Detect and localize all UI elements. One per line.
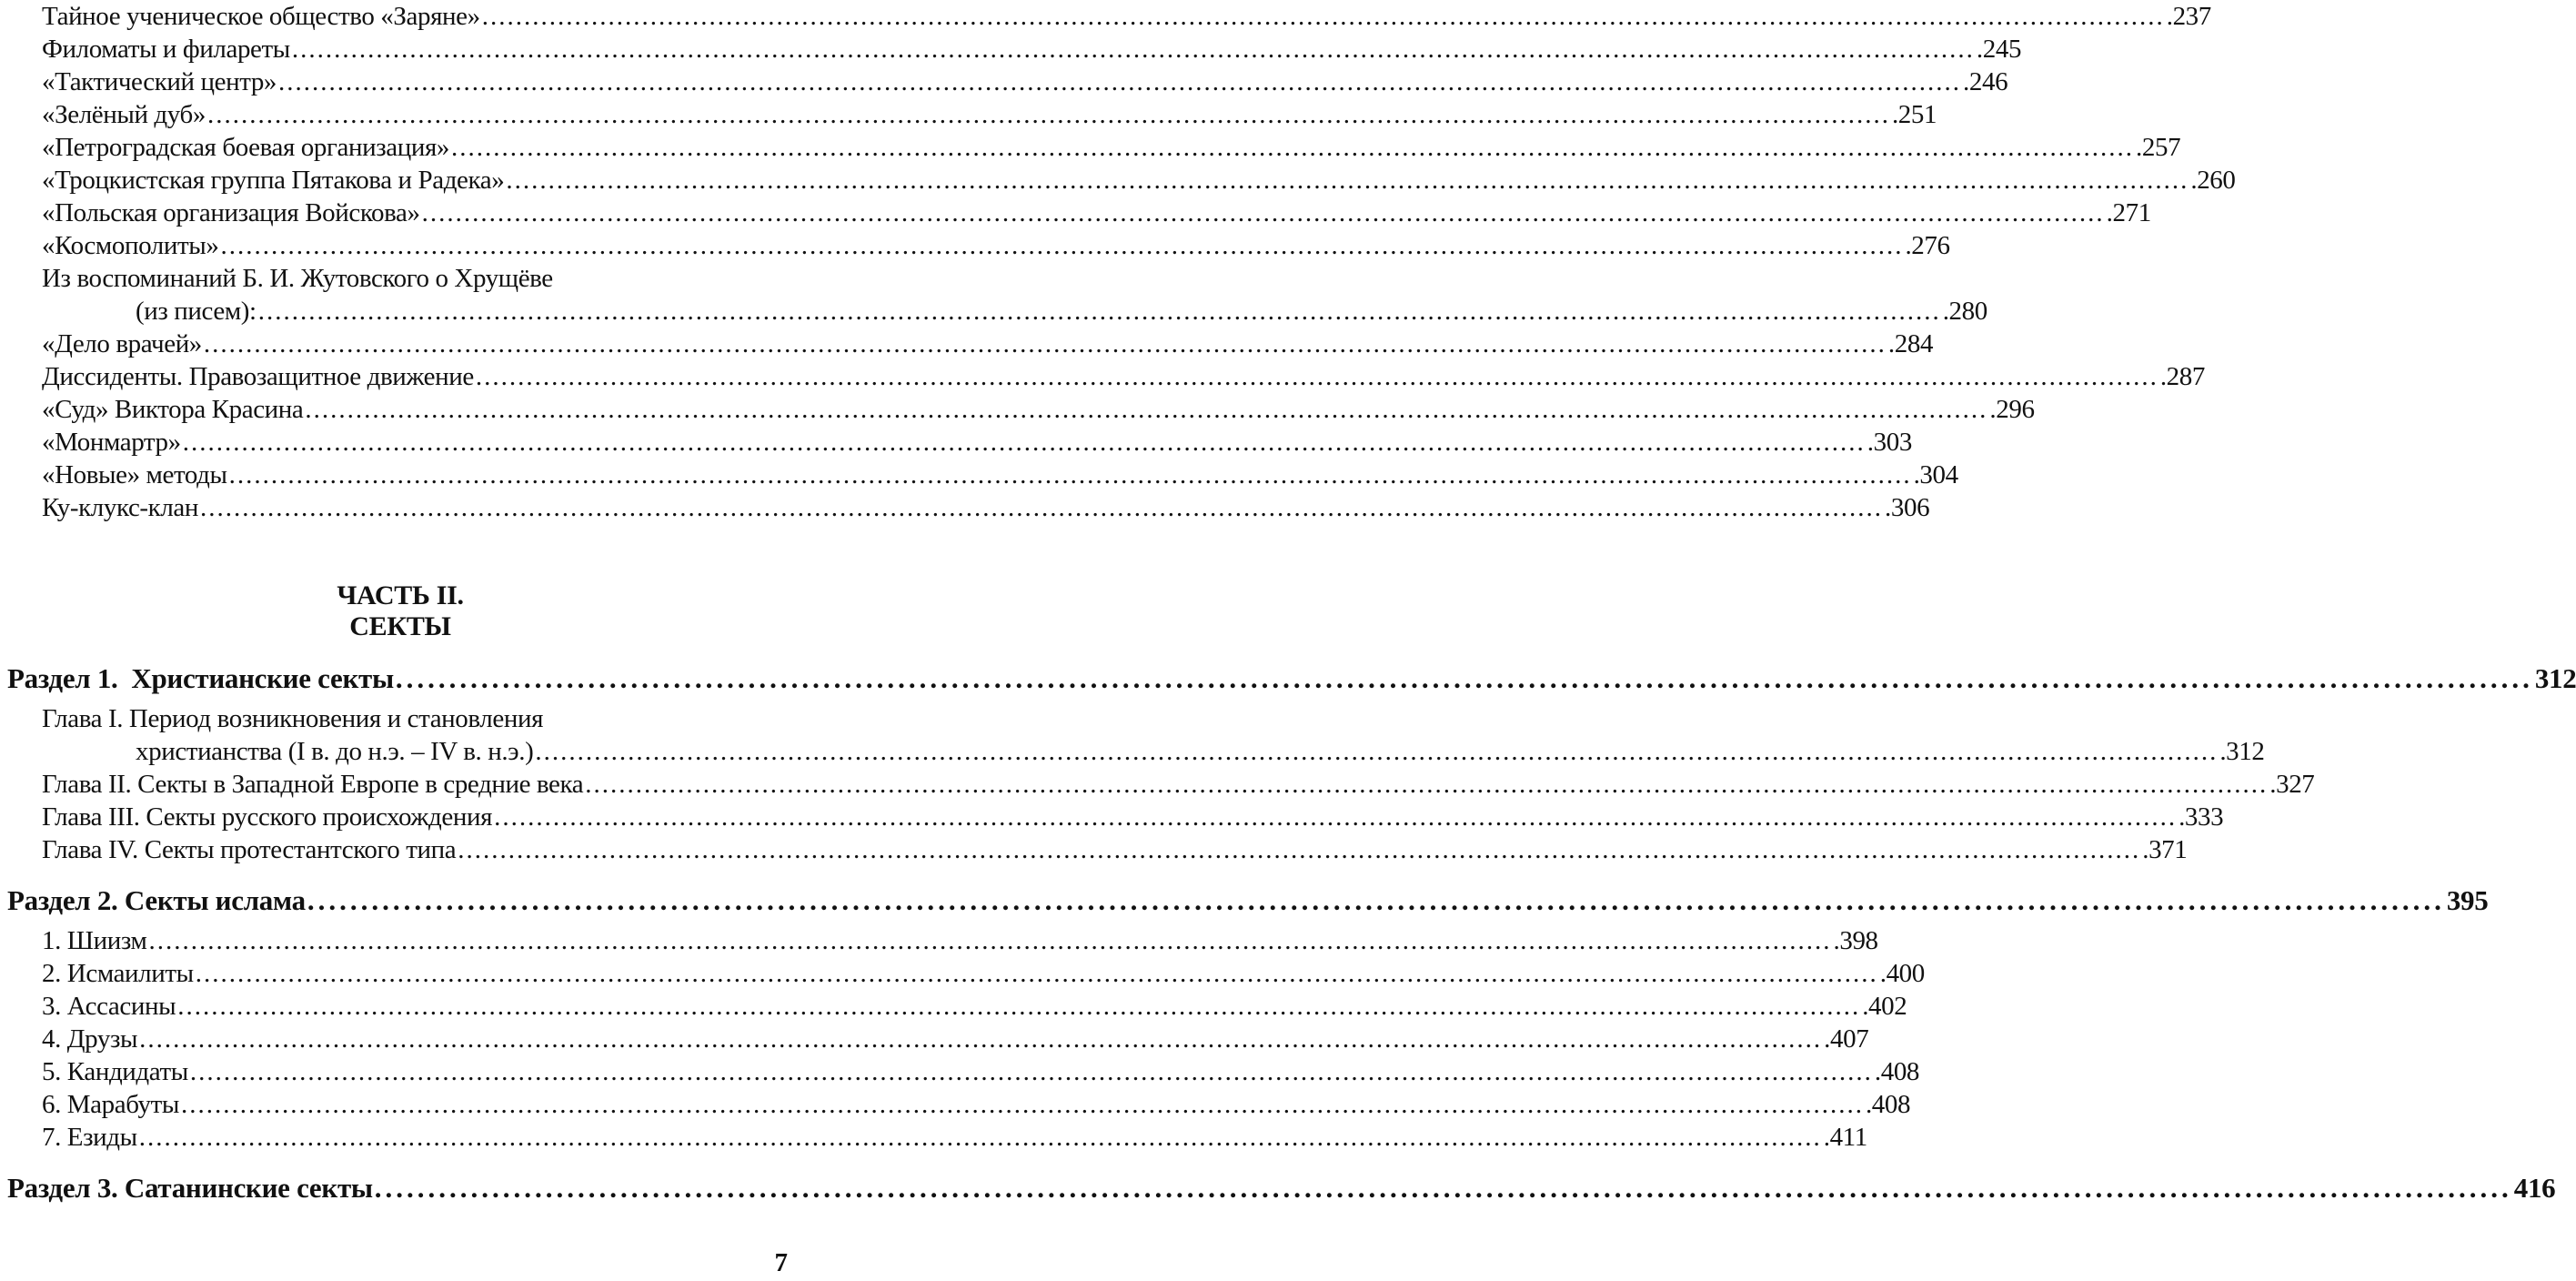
toc-entry-page: .407: [1824, 1024, 1869, 1054]
toc-entry: [42, 231, 1950, 261]
chapter-entry: [42, 835, 2188, 865]
section-entry: [7, 884, 2489, 917]
dot-leader: ........................................................................................................................................................................................................: [535, 737, 2219, 766]
toc-entry-page: .398: [1833, 926, 1878, 955]
page-number: 7: [774, 1248, 788, 1277]
toc-entry-title: 6. Марабуты: [42, 1090, 179, 1119]
part-heading-line1: ЧАСТЬ II.: [337, 580, 464, 610]
toc-entry-page: .246: [1963, 67, 2008, 96]
toc-entry-title: «Новые» методы: [42, 460, 227, 489]
section-page: 416: [2513, 1172, 2556, 1204]
toc-entry-title: «Космополиты»: [42, 231, 219, 260]
dot-leader: ........................................................................................................................................................................................................: [180, 1090, 1864, 1119]
section-page: 312: [2534, 662, 2576, 694]
section-entry: [7, 662, 2576, 695]
dot-leader: ........................................................................................................................................................................................................: [458, 835, 2141, 864]
section-page: 395: [2446, 884, 2489, 916]
toc-entry-title: 1. Шиизм: [42, 926, 147, 955]
chapter-title-line1: Глава I. Период возникновения и становления: [42, 704, 544, 733]
toc-entry-page: .411: [1823, 1123, 1867, 1152]
section-title: Раздел 3. Сатанинские секты: [7, 1172, 373, 1204]
dot-leader: ........................................................................................................................................................................................................: [195, 959, 1878, 988]
chapter-page: .371: [2142, 835, 2188, 864]
dot-leader: ........................................................................................................................................................................................................: [475, 362, 2158, 391]
toc-entry-page: .400: [1879, 959, 1925, 988]
dot-leader: ........................................................................................................................................................................................................: [206, 100, 1890, 129]
dot-leader: ........................................................................................................................................................................................................: [395, 662, 2533, 694]
toc-entry-page: .402: [1862, 992, 1907, 1021]
toc-entry-title: 5. Кандидаты: [42, 1057, 188, 1086]
dot-leader: ........................................................................................................................................................................................................: [305, 395, 1988, 424]
dot-leader: ........................................................................................................................................................................................................: [291, 35, 1975, 64]
toc-entry: [42, 493, 1930, 523]
toc-entry-title: «Польская организация Войскова»: [42, 198, 420, 227]
toc-entry-title: «Суд» Виктора Красина: [42, 395, 304, 424]
toc-entry: [42, 395, 2035, 425]
toc-entry-title: Тайное ученическое общество «Заряне»: [42, 2, 480, 31]
dot-leader: ........................................................................................................................................................................................................: [177, 992, 1861, 1021]
dot-leader: ........................................................................................................................................................................................................: [481, 2, 2165, 31]
toc-entry-title-line2: (из писем):: [136, 297, 257, 326]
toc-entry: [42, 67, 2008, 97]
chapter-page: .327: [2269, 770, 2315, 799]
toc-entry-page: .280: [1942, 297, 1987, 326]
toc-entry-title: «Тактический центр»: [42, 67, 277, 96]
toc-entry: [42, 1090, 1911, 1120]
dot-leader: ........................................................................................................................................................................................................: [200, 493, 1884, 522]
toc-entry: [42, 1024, 1869, 1054]
dot-leader: ........................................................................................................................................................................................................: [189, 1057, 1873, 1086]
dot-leader: ........................................................................................................................................................................................................: [451, 133, 2135, 162]
toc-entry-page: .257: [2136, 133, 2181, 162]
toc-entry-page: .260: [2190, 166, 2236, 195]
toc-entry-page: .408: [1865, 1090, 1911, 1119]
dot-leader: ........................................................................................................................................................................................................: [203, 329, 1887, 358]
toc-entry-title: 2. Исмаилиты: [42, 959, 194, 988]
toc-entry: [42, 133, 2181, 163]
toc-entry: [42, 460, 1958, 490]
dot-leader: ........................................................................................................................................................................................................: [585, 770, 2269, 799]
toc-entry-page: .306: [1885, 493, 1930, 522]
toc-entry: [42, 297, 1987, 327]
toc-entry-page: .251: [1891, 100, 1937, 129]
toc-entry-page: .276: [1905, 231, 1950, 260]
dot-leader: ........................................................................................................................................................................................................: [220, 231, 1904, 260]
dot-leader: ........................................................................................................................................................................................................: [257, 297, 1941, 326]
toc-entry-page: .408: [1874, 1057, 1920, 1086]
section-entry: [7, 1172, 2556, 1205]
toc-entry-title: 7. Езиды: [42, 1123, 137, 1152]
dot-leader: ........................................................................................................................................................................................................: [139, 1024, 1823, 1054]
chapter-title-line2: христианства (I в. до н.э. – IV в. н.э.): [136, 737, 534, 766]
toc-entry: [42, 959, 1925, 989]
toc-entry-page: .284: [1887, 329, 1934, 358]
toc-entry-page: .245: [1976, 35, 2022, 64]
toc-entry-title: «Монмартр»: [42, 428, 181, 457]
dot-leader: ........................................................................................................................................................................................................: [421, 198, 2105, 227]
dot-leader: ........................................................................................................................................................................................................: [494, 802, 2178, 832]
toc-entry: [42, 100, 1937, 130]
chapter-entry: [42, 770, 2315, 800]
toc-entry: [42, 362, 2205, 392]
toc-entry: [42, 198, 2151, 228]
toc-entry-title: «Троцкистская группа Пятакова и Радека»: [42, 166, 505, 195]
toc-entry-title: «Зелёный дуб»: [42, 100, 206, 129]
toc-entry-page: .304: [1913, 460, 1958, 489]
part-heading: [0, 580, 800, 642]
dot-leader: ........................................................................................................................................................................................................: [307, 884, 2445, 916]
toc-entry: [42, 166, 2236, 196]
toc-entry: [42, 992, 1907, 1022]
chapter-entry: [42, 737, 2265, 767]
toc-entry: [42, 1123, 1867, 1153]
dot-leader: ........................................................................................................................................................................................................: [228, 460, 1912, 489]
section-title: Раздел 1. Христианские секты: [7, 662, 394, 694]
toc-entry: [42, 926, 1878, 956]
toc-entry-title-line1: Из воспоминаний Б. И. Жутовского о Хрущёве: [42, 264, 553, 293]
part-heading-line2: СЕКТЫ: [349, 611, 451, 641]
dot-leader: ........................................................................................................................................................................................................: [182, 428, 1866, 457]
toc-entry-page: .271: [2106, 198, 2151, 227]
toc-entry-title: Ку-клукс-клан: [42, 493, 199, 522]
chapter-entry: [42, 802, 2224, 832]
toc-entry-title: 4. Друзы: [42, 1024, 138, 1054]
dot-leader: ........................................................................................................................................................................................................: [148, 926, 1832, 955]
chapter-title: Глава II. Секты в Западной Европе в средние века: [42, 770, 584, 799]
dot-leader: ........................................................................................................................................................................................................: [374, 1172, 2512, 1204]
dot-leader: ........................................................................................................................................................................................................: [138, 1123, 1822, 1152]
toc-entry: [42, 329, 1934, 359]
toc-entry-page: .237: [2166, 2, 2211, 31]
toc-entry: [42, 2, 2211, 32]
section-title: Раздел 2. Секты ислама: [7, 884, 306, 916]
toc-entry-page: .287: [2159, 362, 2205, 391]
toc-entry-title: «Петроградская боевая организация»: [42, 133, 450, 162]
toc-entry-title: «Дело врачей»: [42, 329, 202, 358]
toc-entry-page: .296: [1989, 395, 2035, 424]
toc-entry-title: Филоматы и филареты: [42, 35, 290, 64]
dot-leader: ........................................................................................................................................................................................................: [278, 67, 1962, 96]
toc-entry-title: 3. Ассасины: [42, 992, 176, 1021]
toc-entry: [42, 35, 2022, 65]
chapter-title: Глава IV. Секты протестантского типа: [42, 835, 457, 864]
toc-entry-page: .303: [1867, 428, 1912, 457]
chapter-page: .333: [2179, 802, 2224, 832]
dot-leader: ........................................................................................................................................................................................................: [506, 166, 2189, 195]
toc-entry: [42, 1057, 1920, 1087]
chapter-title: Глава III. Секты русского происхождения: [42, 802, 493, 832]
chapter-page: .312: [2219, 737, 2265, 766]
toc-entry: [42, 428, 1912, 458]
toc-entry-title: Диссиденты. Правозащитное движение: [42, 362, 474, 391]
